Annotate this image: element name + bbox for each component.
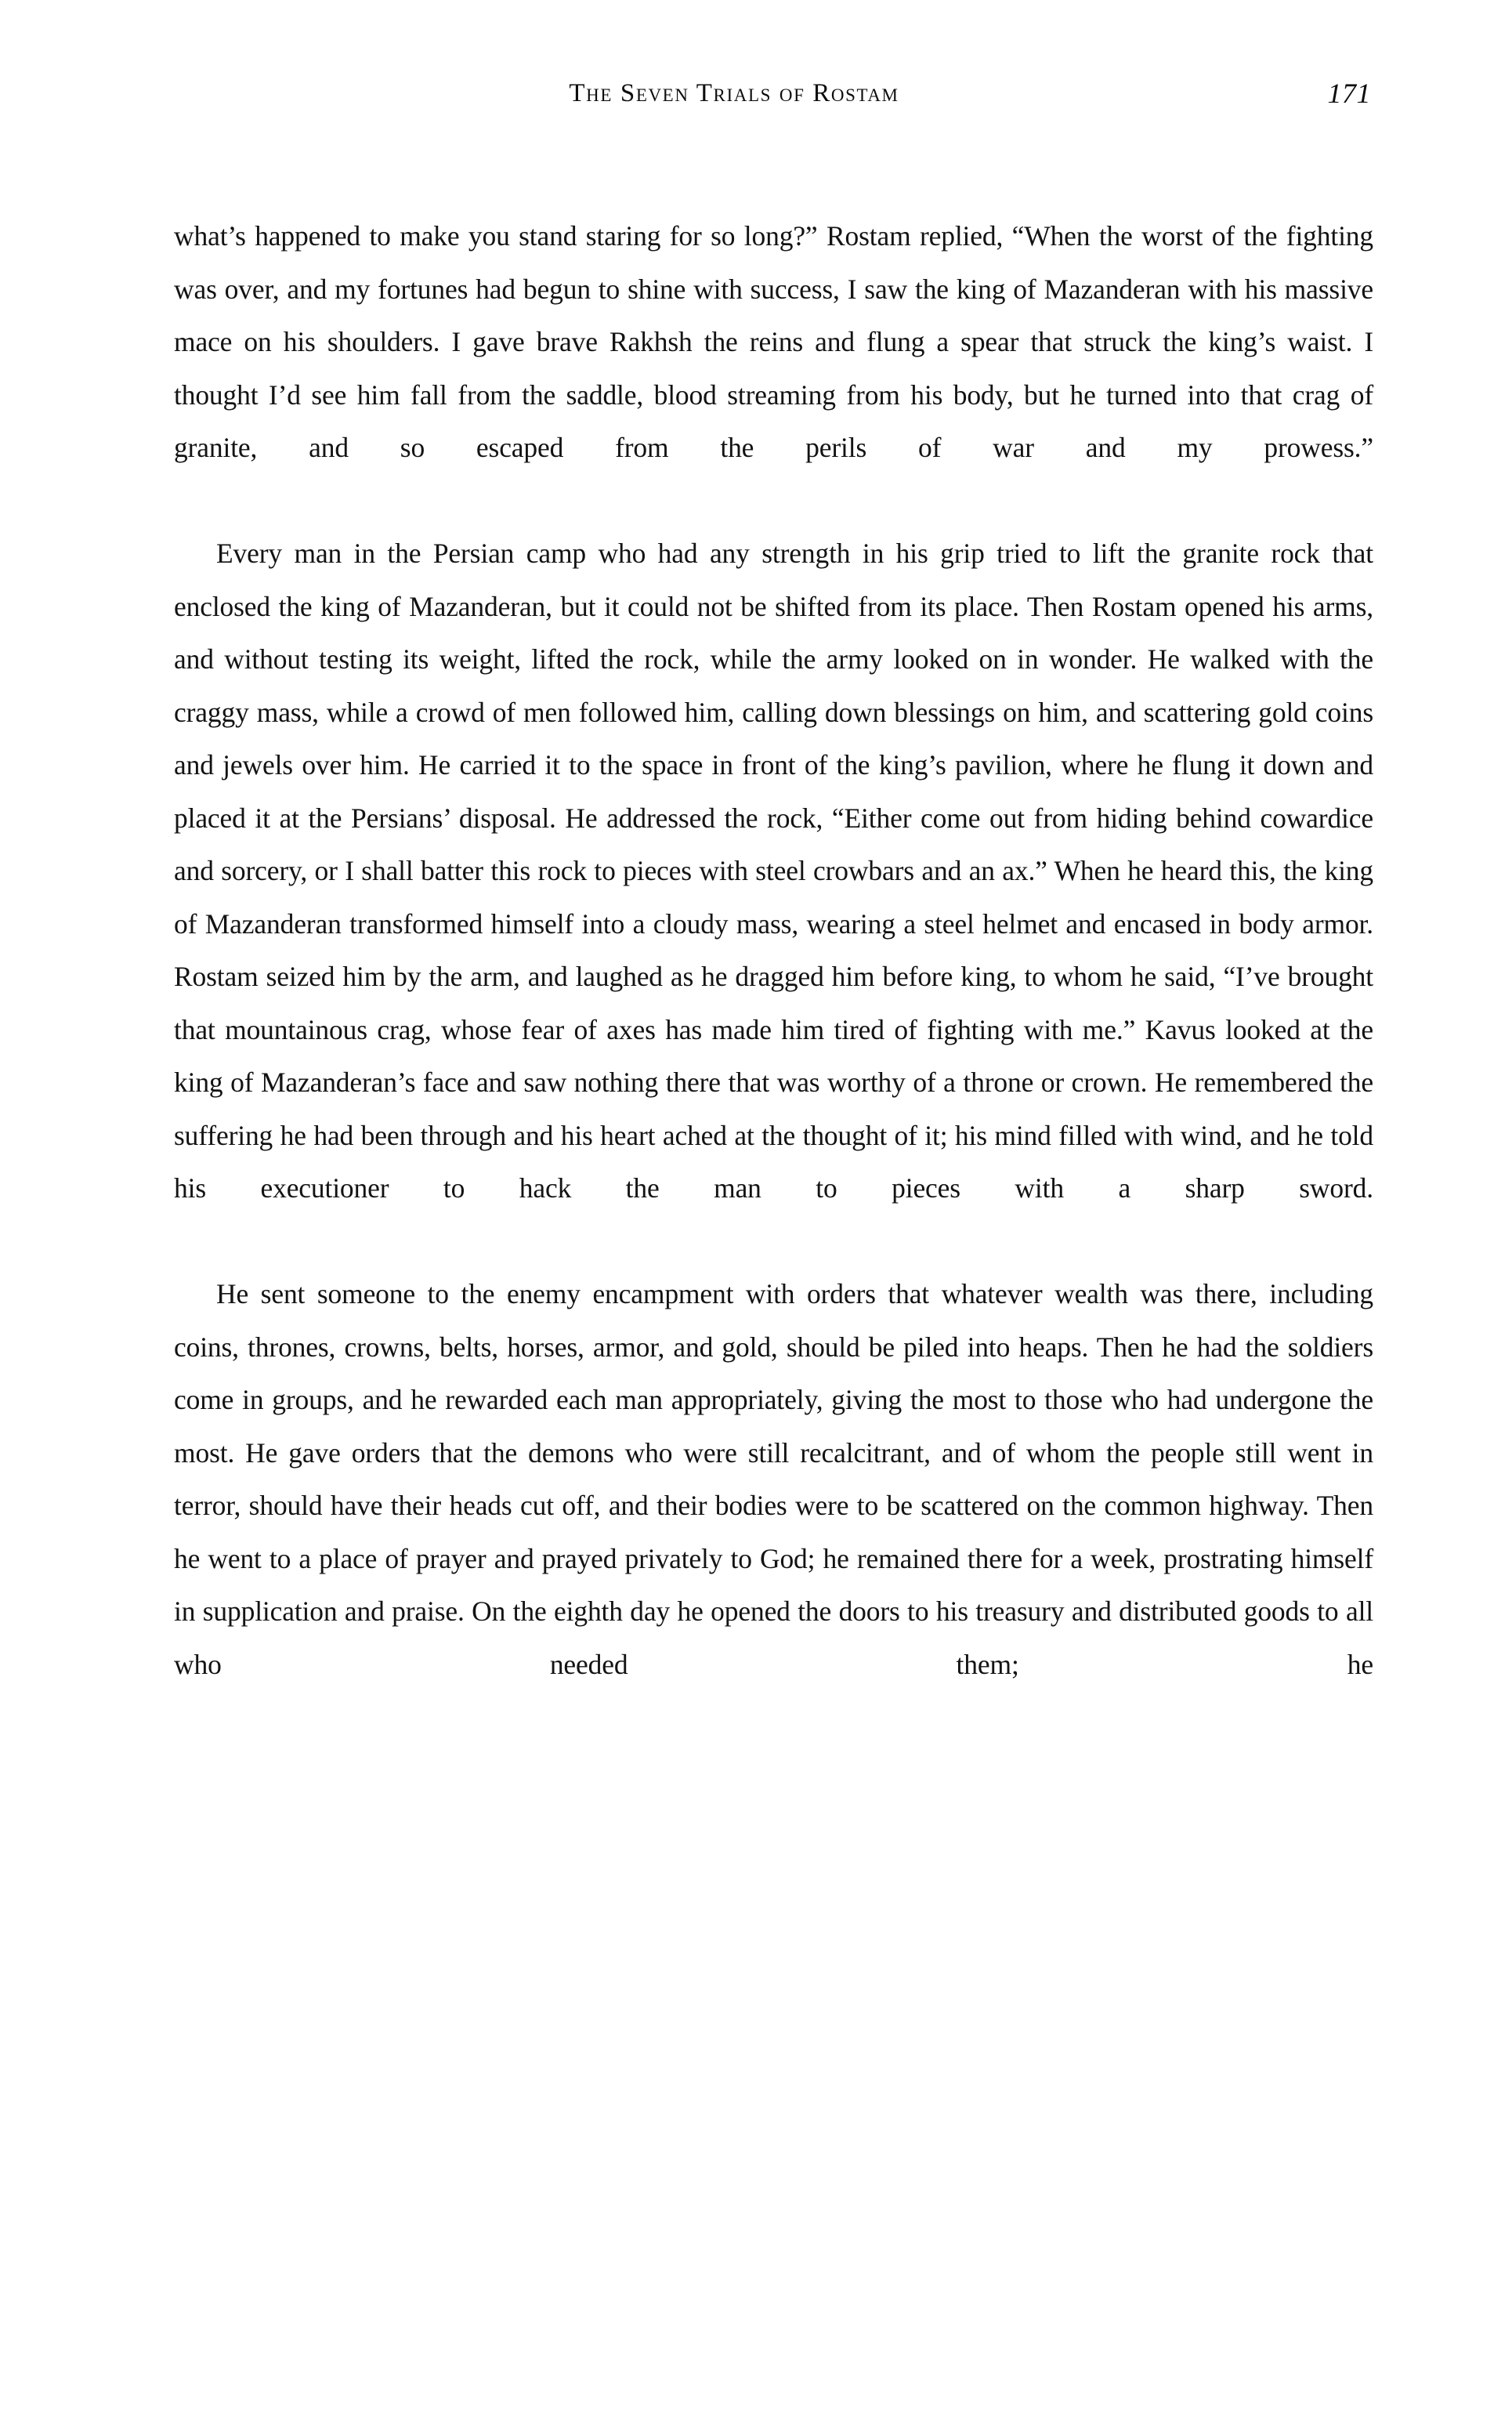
- body-text-block: [174, 210, 1373, 1744]
- paragraph-3: He sent someone to the enemy encampment with orders that whatever wealth was there, including coins, thrones, crowns, belts, horses, armor, and gold, should be piled into heaps. Then he had the soldiers come in groups, and he rewarded each man appropriately, giving the most to those who had undergone the most. He gave orders that the demons who were still recalcitrant, and of whom the people still went in terror, should have their heads cut off, and their bodies were to be scattered on the common highway. Then he went to a place of prayer and prayed privately to God; he remained there for a week, prostrating himself in supplication and praise. On the eighth day he opened the doors to his treasury and distributed goods to all who needed them; he: [174, 1278, 1373, 1680]
- page-number: 171: [1327, 78, 1371, 109]
- paragraph-2: Every man in the Persian camp who had any strength in his grip tried to lift the granite rock that enclosed the king of Mazanderan, but it could not be shifted from its place. Then Rostam opened his arms, and without testing its weight, lifted the rock, while the army looked on in wonder. He walked with the craggy mass, while a crowd of men followed him, calling down blessings on him, and scattering gold coins and jewels over him. He carried it to the space in front of the king’s pavilion, where he flung it down and placed it at the Persians’ disposal. He addressed the rock, “Either come out from hiding behind cowardice and sorcery, or I shall batter this rock to pieces with steel crowbars and an ax.” When he heard this, the king of Mazanderan transformed himself into a cloudy mass, wearing a steel helmet and encased in body armor. Rostam seized him by the arm, and laughed as he dragged him before king, to whom he said, “I’ve brought that mountainous crag, whose fear of axes has made him tired of fighting with me.” Kavus looked at the king of Mazanderan’s face and saw nothing there that was worthy of a throne or crown. He remembered the suffering he had been through and his heart ached at the thought of it; his mind filled with wind, and he told his executioner to hack the man to pieces with a sharp sword.: [174, 538, 1373, 1204]
- running-head-title: The Seven Trials of Rostam: [569, 79, 899, 107]
- running-head: [174, 75, 1371, 119]
- paragraph-1: what’s happened to make you stand staring for so long?” Rostam replied, “When the worst of the fighting was over, and my fortunes had begun to shine with success, I saw the king of Mazanderan with his massive mace on his shoulders. I gave brave Rakhsh the reins and flung a spear that struck the king’s waist. I thought I’d see him fall from the saddle, blood streaming from his body, but he turned into that crag of granite, and so escaped from the perils of war and my prowess.”: [174, 220, 1373, 463]
